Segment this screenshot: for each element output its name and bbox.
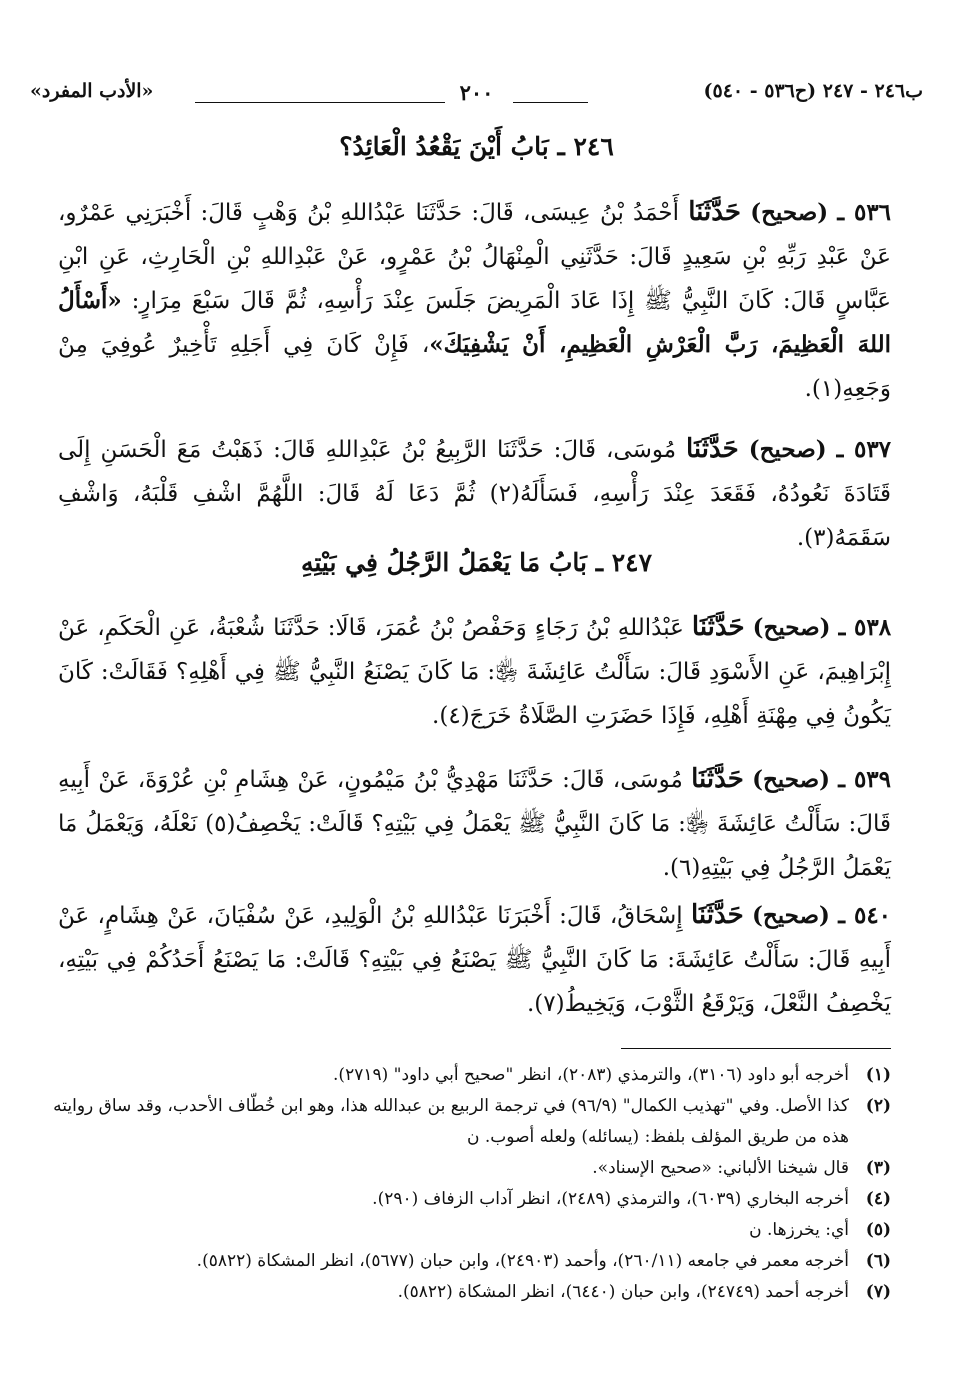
footnote-text: أخرجه أحمد (٢٤٧٤٩)، وابن حبان (٦٤٤٠)، انظر المشكاة (٥٨٢٢). [397, 1282, 849, 1302]
hadith-536 [58, 190, 891, 411]
footnote-number: (٢) [865, 1096, 891, 1116]
hadith-540 [58, 893, 891, 1026]
hadith-grade: (صحيح) [752, 902, 830, 929]
hadith-538 [58, 605, 891, 738]
footnote-number: (٤) [865, 1189, 891, 1209]
hadith-text: إِسْحَاقُ، قَالَ: أَخْبَرَنَا عَبْدُاللهِ بْنُ الْوَلِيدِ، عَنْ سُفْيَانَ، عَنْ هِشَامٍ، عَنْ أَبِيهِ قَالَ: سَأَلْتُ عَائِشَةَ: مَا كَانَ النَّبِيُّ ﷺ يَصْنَعُ فِي بَيْتِهِ؟ قَالَتْ: مَا يَصْنَعُ أَحَدُكُمْ فِي بَيْتِهِ، يَخْصِفُ النَّعْلَ، وَيَرْقَعُ الثَّوْبَ، وَيَخِيطُ(٧). [58, 903, 891, 1017]
footnote-number: (٧) [865, 1282, 891, 1302]
hadith-opening: حَدَّثَنَا [688, 197, 741, 227]
hadith-539 [58, 757, 891, 890]
footnote-number: (١) [865, 1065, 891, 1085]
hadith-537 [58, 427, 891, 560]
hadith-emphasis: «أَسْأَلُ اللهَ الْعَظِيمَ، رَبَّ الْعَرْشِ الْعَظِيمِ، أَنْ يَشْفِيَكَ» [58, 287, 891, 358]
footnote-number: (٥) [865, 1220, 891, 1240]
footnote-number: (٦) [865, 1251, 891, 1271]
hadith-grade: (صحيح) [752, 614, 831, 641]
hadith-text: مُوسَى، قَالَ: حَدَّثَنَا الرَّبِيعُ بْنُ عَبْدِاللهِ قَالَ: ذَهَبْتُ مَعَ الْحَسَنِ إِلَى قَتَادَةَ نَعُودُهُ، فَقَعَدَ عِنْدَ رَأْسِهِ، فَسَأَلَهُ(٢) ثُمَّ دَعَا لَهُ قَالَ: اللَّهُمَّ اشْفِ قَلْبَهُ، وَاشْفِ سَقَمَهُ(٣). [58, 437, 892, 551]
footnote [40, 1215, 891, 1246]
footnote [40, 1060, 891, 1091]
footnote [40, 1246, 891, 1277]
chapter-title: ٢٤٧ ـ بَابُ مَا يَعْمَلُ الرَّجُلُ فِي بَيْتِهِ [300, 548, 653, 577]
footnote-text: كذا الأصل. وفي "تهذيب الكمال" (٩٦/٩) في ترجمة الربيع بن عبدالله هذا، وهو ابن خُطّاف الأحدب، وقد ساق روايته هذه من طريق المؤلف بلفظ: (يسائله) ولعله أصوب. ن [53, 1096, 849, 1147]
footnote-text: أخرجه البخاري (٦٠٣٩)، والترمذي (٢٤٨٩)، انظر آداب الزفاف (٢٩٠). [372, 1189, 849, 1209]
footnote [40, 1153, 891, 1184]
hadith-text: عَبْدُاللهِ بْنُ رَجَاءٍ وَحَفْصُ بْنُ عُمَرَ، قَالَا: حَدَّثَنَا شُعْبَةُ، عَنِ الْحَكَمِ، عَنْ إِبْرَاهِيمَ، عَنِ الأَسْوَدِ قَالَ: سَأَلْتُ عَائِشَةَ ﵂: مَا كَانَ يَصْنَعُ النَّبِيُّ ﷺ فِي أَهْلِهِ؟ فَقَالَتْ: كَانَ يَكُونُ فِي مِهْنَةِ أَهْلِهِ، فَإِذَا حَضَرَتِ الصَّلَاةُ خَرَجَ(٤). [58, 615, 891, 729]
hadith-number: ٥٤٠ ـ [838, 902, 892, 929]
running-header [30, 80, 923, 110]
footnote-text: قال شيخنا الألباني: «صحيح الإسناد». [592, 1158, 849, 1178]
hadith-opening: حَدَّثَنَا [691, 764, 744, 794]
footnote-text: أخرجه أبو داود (٣١٠٦)، والترمذي (٢٠٨٣)، انظر "صحيح أبي داود" (٢٧١٩). [333, 1065, 849, 1085]
hadith-number: ٥٣٨ ـ [838, 614, 892, 641]
footnote [40, 1091, 891, 1153]
hadith-grade: (صحيح) [748, 436, 827, 463]
book-title: «الأدب المفرد» [30, 80, 154, 102]
hadith-opening: حَدَّثَنَا [690, 900, 744, 930]
footnote [40, 1184, 891, 1215]
hadith-text: مُوسَى، قَالَ: حَدَّثَنَا مَهْدِيُّ بْنُ مَيْمُونٍ، عَنْ هِشَامِ بْنِ عُرْوَةَ، عَنْ أَبِيهِ قَالَ: سَأَلْتُ عَائِشَةَ ﵂: مَا كَانَ النَّبِيُّ ﷺ يَعْمَلُ فِي بَيْتِهِ؟ قَالَتْ: يَخْصِفُ(٥) نَعْلَهُ، وَيَعْمَلُ مَا يَعْمَلُ الرَّجُلُ فِي بَيْتِهِ(٦). [58, 767, 891, 881]
footnote-text: أخرجه معمر في جامعه (٢٦٠/١١)، وأحمد (٢٤٩٠٣)، وابن حبان (٥٦٧٧)، انظر المشكاة (٥٨٢٢). [196, 1251, 849, 1271]
hadith-opening: حَدَّثَنَا [686, 434, 739, 464]
hadith-number: ٥٣٧ ـ [836, 436, 892, 463]
hadith-ending: ، فَإِنْ كَانَ فِي أَجَلِهِ تَأْخِيرٌ عُوفِيَ مِنْ وَجَعِهِ(١). [58, 332, 891, 402]
hadith-opening: حَدَّثَنَا [691, 612, 745, 642]
footnotes [40, 1060, 891, 1308]
footnote [40, 1277, 891, 1308]
header-section-range: ب٢٤٦ - ٢٤٧ (ح٥٣٦ - ٥٤٠) [703, 80, 923, 102]
hadith-grade: (صحيح) [750, 199, 829, 226]
chapter-title: ٢٤٦ ـ بَابُ أَيْنَ يَقْعُدُ الْعَائِدُ؟ [339, 132, 614, 161]
footnote-number: (٣) [865, 1158, 891, 1178]
footnote-separator [621, 1048, 891, 1049]
hadith-grade: (صحيح) [752, 766, 831, 793]
header-rule-left [195, 102, 445, 103]
footnote-text: أي: يخرزها. ن [749, 1220, 849, 1240]
hadith-number: ٥٣٦ ـ [837, 199, 892, 226]
page-number: ٢٠٠ [459, 80, 494, 105]
hadith-text: أَحْمَدُ بْنُ عِيسَى، قَالَ: حَدَّثَنَا عَبْدُاللهِ بْنُ وَهْبٍ قَالَ: أَخْبَرَنِي عَمْرٌو، عَنْ عَبْدِ رَبِّهِ بْنِ سَعِيدٍ قَالَ: حَدَّثَنِي الْمِنْهَالُ بْنُ عَمْرٍو، عَنْ عَبْدِاللهِ بْنِ الْحَارِثِ، عَنِ ابْنِ عَبَّاسٍ قَالَ: كَانَ النَّبِيُّ ﷺ إِذَا عَادَ الْمَرِيضَ جَلَسَ عِنْدَ رَأْسِهِ، ثُمَّ قَالَ سَبْعَ مِرَارٍ: [58, 200, 892, 314]
hadith-number: ٥٣٩ ـ [838, 766, 892, 793]
